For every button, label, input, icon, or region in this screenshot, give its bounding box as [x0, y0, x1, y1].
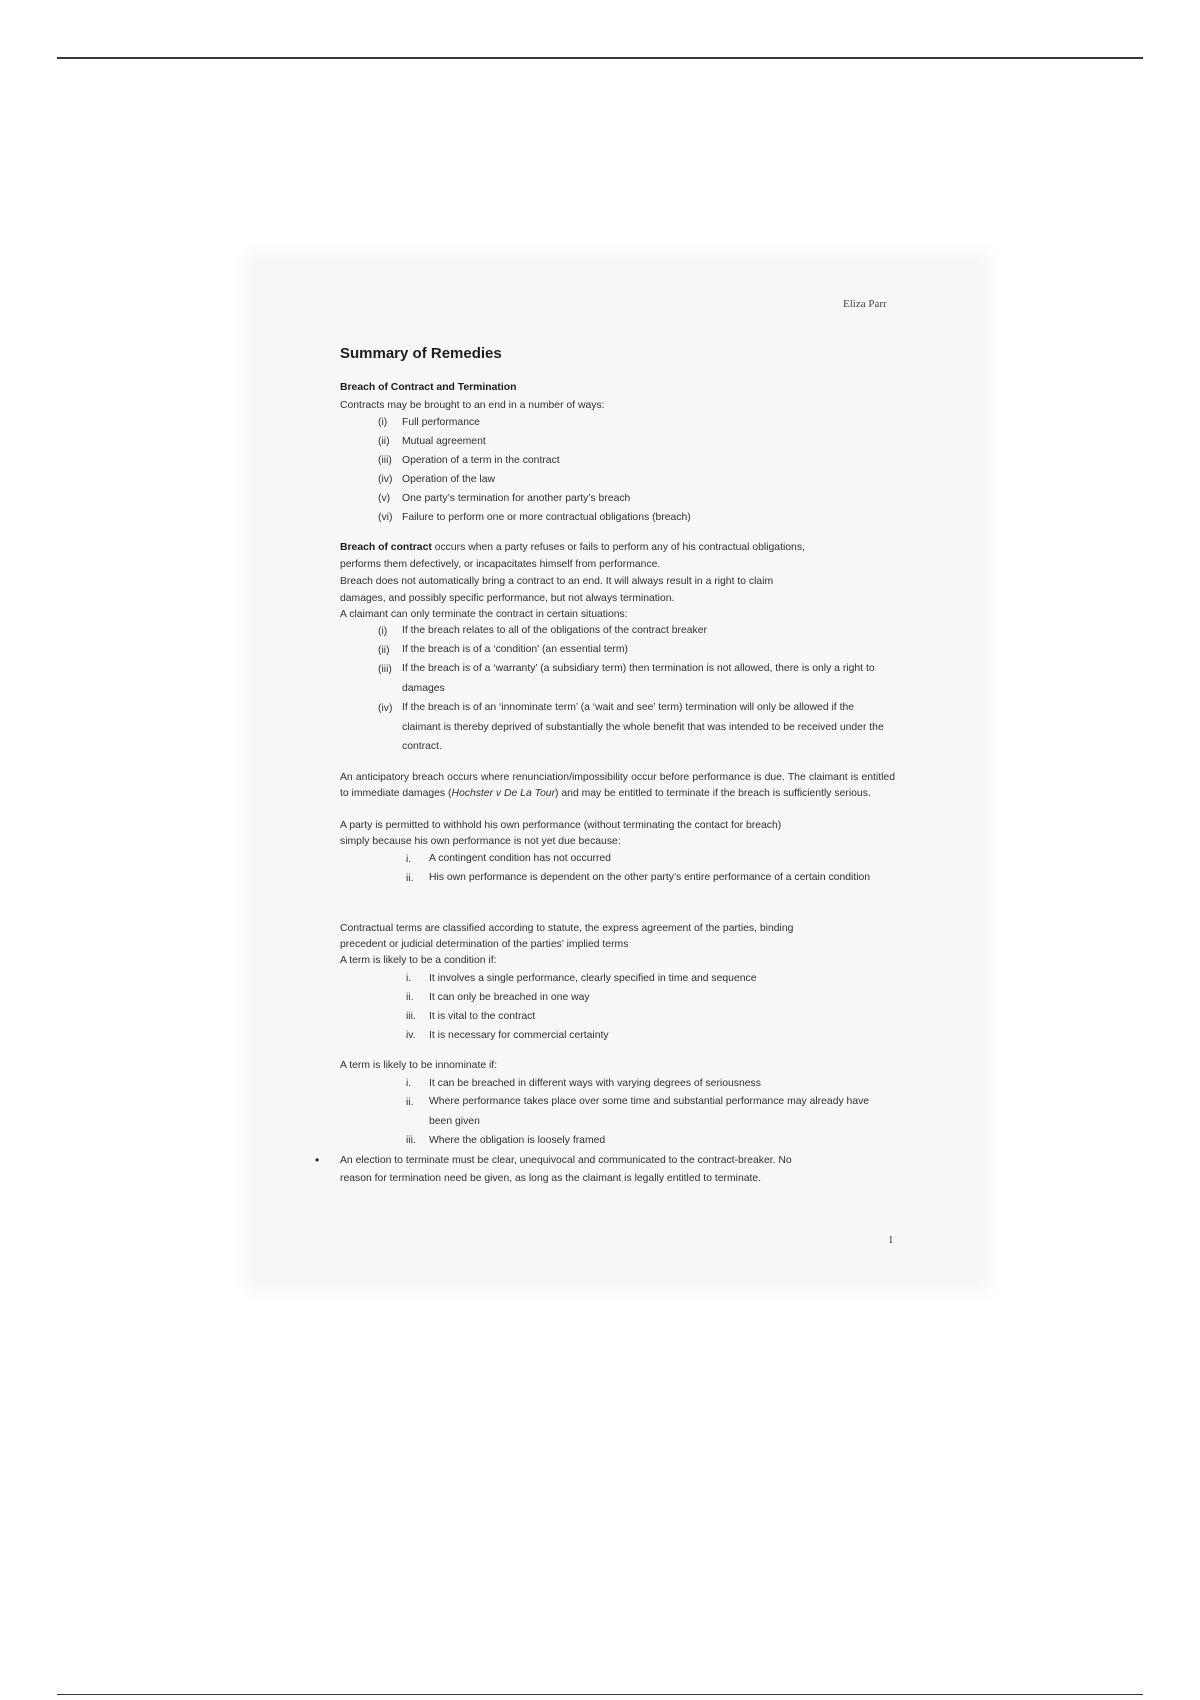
list-marker: (iv): [378, 474, 393, 485]
list-marker: iv.: [406, 1030, 416, 1041]
withhold-line-2: simply because his own performance is not yet due because:: [340, 836, 621, 847]
page-number: 1: [888, 1234, 894, 1246]
list-marker: (iii): [378, 455, 392, 466]
author-name: Eliza Parr: [843, 298, 887, 310]
breach-line-3: Breach does not automatically bring a contract to an end. It will always result in a right to claim: [340, 576, 774, 587]
list-marker: (iii): [378, 664, 392, 675]
list-marker: ii.: [406, 992, 414, 1003]
terms-line-2: precedent or judicial determination of the parties’ implied terms: [340, 939, 629, 950]
document-title: Summary of Remedies: [340, 345, 502, 362]
intro-text: Contracts may be brought to an end in a number of ways:: [340, 400, 605, 411]
list-item: Operation of the law: [402, 474, 495, 485]
list-item: It involves a single performance, clearly specified in time and sequence: [429, 973, 757, 984]
election-line-2: reason for termination need be given, as long as the claimant is legally entitled to terminate.: [340, 1173, 762, 1184]
breach-definition: occurs when a party refuses or fails to perform any of his contractual obligations,: [431, 542, 805, 553]
list-item: It can only be breached in one way: [429, 992, 590, 1003]
list-marker: (i): [378, 417, 388, 428]
list-item: Full performance: [402, 417, 480, 428]
list-marker: (vi): [378, 512, 393, 523]
breach-line-4: damages, and possibly specific performance, but not always termination.: [340, 593, 675, 604]
list-item: One party’s termination for another party’s breach: [402, 493, 631, 504]
list-marker: ii.: [406, 873, 414, 884]
list-item: If the breach relates to all of the obligations of the contract breaker: [402, 625, 707, 636]
condition-intro: A term is likely to be a condition if:: [340, 955, 497, 966]
breach-term: Breach of contract: [340, 542, 432, 553]
breach-line-1: [340, 542, 805, 553]
list-item: His own performance is dependent on the other party’s entire performance of a certain condition: [429, 872, 871, 883]
list-marker: (ii): [378, 645, 390, 656]
list-item: It is necessary for commercial certainty: [429, 1030, 609, 1041]
list-item: It is vital to the contract: [429, 1011, 536, 1022]
list-item: Where the obligation is loosely framed: [429, 1135, 606, 1146]
list-item: Where performance takes place over some time and substantial performance may already have been given: [429, 1096, 870, 1127]
list-marker: (v): [378, 493, 391, 504]
list-item: If the breach is of a ‘condition’ (an essential term): [402, 644, 629, 655]
case-citation: Hochster v De La Tour: [451, 788, 556, 800]
terms-line-1: Contractual terms are classified according to statute, the express agreement of the parties, binding: [340, 923, 794, 934]
anticipatory-text: An anticipatory breach occurs where renunciation/impossibility occur before performance is due. The claimant is entitled to immediate damages (: [340, 772, 895, 800]
top-rule: [57, 57, 1143, 59]
list-item: If the breach is of a ‘warranty’ (a subsidiary term) then termination is not allowed, there is only a right to damages: [402, 663, 875, 694]
list-marker: i.: [406, 1078, 412, 1089]
bullet-marker: •: [315, 1153, 320, 1167]
bottom-rule: [57, 1694, 1143, 1695]
list-item: Failure to perform one or more contractual obligations (breach): [402, 512, 691, 523]
breach-line-5: A claimant can only terminate the contract in certain situations:: [340, 609, 628, 620]
anticipatory-paragraph: [340, 770, 895, 803]
list-marker: (ii): [378, 436, 390, 447]
section-heading: Breach of Contract and Termination: [340, 382, 517, 393]
list-marker: (i): [378, 626, 388, 637]
list-marker: ii.: [406, 1097, 414, 1108]
list-marker: i.: [406, 973, 412, 984]
election-line-1: An election to terminate must be clear, unequivocal and communicated to the contract-breaker. No: [340, 1155, 792, 1166]
breach-line-2: performs them defectively, or incapacitates himself from performance.: [340, 559, 661, 570]
list-item: Mutual agreement: [402, 436, 486, 447]
withhold-line-1: A party is permitted to withhold his own performance (without terminating the contact for breach): [340, 820, 782, 831]
list-item: It can be breached in different ways with varying degrees of seriousness: [429, 1078, 761, 1089]
anticipatory-text-end: ) and may be entitled to terminate if the breach is sufficiently serious.: [555, 788, 871, 800]
list-item: Operation of a term in the contract: [402, 455, 560, 466]
list-marker: i.: [406, 854, 412, 865]
innominate-intro: A term is likely to be innominate if:: [340, 1060, 498, 1071]
list-item: A contingent condition has not occurred: [429, 853, 611, 864]
list-marker: (iv): [378, 703, 393, 714]
list-marker: iii.: [406, 1135, 416, 1146]
list-marker: iii.: [406, 1011, 416, 1022]
list-item: If the breach is of an ‘innominate term’ (a ‘wait and see’ term) termination will only be allowed if the claimant is thereby deprived of substantially the whole benefit that was intended to be received under the contract.: [402, 702, 884, 752]
